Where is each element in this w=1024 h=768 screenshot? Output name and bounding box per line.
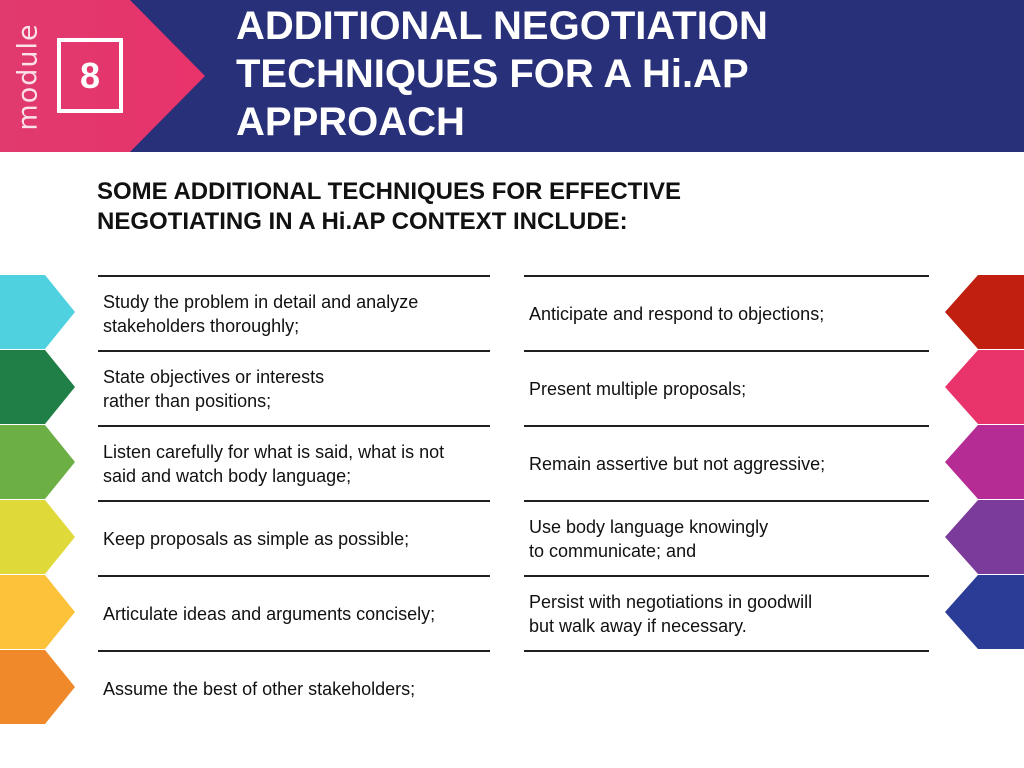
list-item: Study the problem in detail and analyze stakeholders thoroughly; (103, 291, 419, 336)
header-banner (0, 0, 1024, 152)
list-item: Remain assertive but not aggressive; (529, 453, 826, 474)
module-number: 8 (79, 54, 101, 96)
techniques-list-left (98, 275, 490, 725)
list-item: State objectives or interests rather than positions; (103, 366, 325, 411)
right-arrow-3 (945, 425, 1024, 499)
divider (524, 650, 929, 652)
list-item: Listen carefully for what is said, what is not said and watch body language; (103, 441, 445, 486)
left-arrow-3 (0, 425, 75, 499)
left-arrow-1 (0, 275, 75, 349)
right-arrow-1 (945, 275, 1024, 349)
list-item: Articulate ideas and arguments concisely; (103, 603, 436, 624)
list-item: Use body language knowingly to communicate; and (529, 516, 769, 561)
right-arrow-5 (945, 575, 1024, 649)
right-arrow-2 (945, 350, 1024, 424)
section-subtitle: SOME ADDITIONAL TECHNIQUES FOR EFFECTIVE NEGOTIATING IN A Hi.AP CONTEXT INCLUDE: (97, 178, 682, 235)
right-arrow-4 (945, 500, 1024, 574)
list-item: Anticipate and respond to objections; (529, 303, 825, 324)
left-arrow-6 (0, 650, 75, 724)
left-arrow-4 (0, 500, 75, 574)
page-title: ADDITIONAL NEGOTIATION TECHNIQUES FOR A Hi.AP APPROACH (236, 4, 768, 144)
techniques-list-right (524, 275, 929, 652)
module-label: module (12, 23, 44, 131)
list-item: Assume the best of other stakeholders; (103, 678, 416, 699)
list-item: Keep proposals as simple as possible; (103, 528, 410, 549)
left-arrow-5 (0, 575, 75, 649)
module-number-badge (57, 38, 123, 113)
list-item: Present multiple proposals; (529, 378, 747, 399)
left-arrow-2 (0, 350, 75, 424)
list-item: Persist with negotiations in goodwill but walk away if necessary. (529, 591, 813, 636)
